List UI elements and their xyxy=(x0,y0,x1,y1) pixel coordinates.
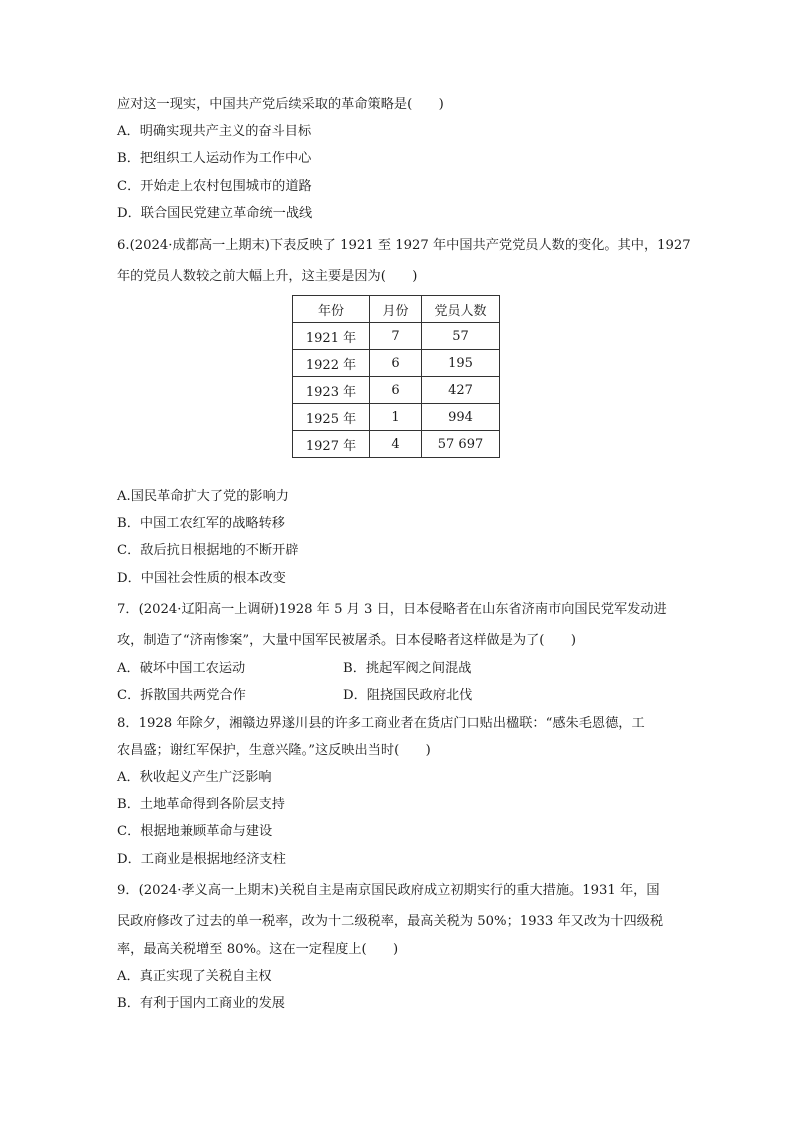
cell-year: 1925 年 xyxy=(293,404,370,431)
q6-stem-line2: 年的党员人数较之前大幅上升，这主要是因为( ) xyxy=(117,269,418,284)
q8-option-d: D．工商业是根据地经济支柱 xyxy=(117,852,286,867)
table-row xyxy=(293,350,500,377)
q7-option-b: B．挑起军阀之间混战 xyxy=(343,661,472,676)
q5-option-d: D．联合国民党建立革命统一战线 xyxy=(117,206,313,221)
cell-year: 1922 年 xyxy=(293,350,370,377)
q7-stem-line1: 7．(2024·辽阳高一上调研)1928 年 5 月 3 日，日本侵略者在山东省济南市向国民党军发动进 xyxy=(117,602,667,617)
q7-option-c: C．拆散国共两党合作 xyxy=(117,688,246,703)
q9-option-a: A．真正实现了关税自主权 xyxy=(117,969,272,984)
cell-month: 4 xyxy=(370,431,422,458)
q9-stem-line2: 民政府修改了过去的单一税率，改为十二级税率，最高关税为 50%；1933 年又改为十四级税 xyxy=(117,914,664,929)
cell-members: 57 xyxy=(422,323,500,350)
cell-month: 6 xyxy=(370,377,422,404)
q5-option-c: C．开始走上农村包围城市的道路 xyxy=(117,179,312,194)
q7-option-a: A．破坏中国工农运动 xyxy=(117,661,246,676)
cell-year: 1927 年 xyxy=(293,431,370,458)
q5-option-a: A．明确实现共产主义的奋斗目标 xyxy=(117,124,312,139)
table-row xyxy=(293,323,500,350)
q8-stem-line2: 农昌盛；谢红军保护，生意兴隆。”这反映出当时( ) xyxy=(117,743,431,758)
table-row xyxy=(293,404,500,431)
q6-option-b: B．中国工农红军的战略转移 xyxy=(117,516,285,531)
q6-option-a: A.国民革命扩大了党的影响力 xyxy=(117,489,289,504)
cell-members: 427 xyxy=(422,377,500,404)
q8-option-c: C．根据地兼顾革命与建设 xyxy=(117,824,273,839)
q6-option-d: D．中国社会性质的根本改变 xyxy=(117,571,286,586)
q8-option-b: B．土地革命得到各阶层支持 xyxy=(117,797,285,812)
table-row xyxy=(293,377,500,404)
q6-option-c: C．敌后抗日根据地的不断开辟 xyxy=(117,543,299,558)
cell-members: 57 697 xyxy=(422,431,500,458)
cell-members: 994 xyxy=(422,404,500,431)
header-month: 月份 xyxy=(370,296,422,323)
q5-stem-continued: 应对这一现实，中国共产党后续采取的革命策略是( ) xyxy=(117,97,444,112)
q5-option-b: B．把组织工人运动作为工作中心 xyxy=(117,151,312,166)
q7-stem-line2: 攻，制造了“济南惨案”，大量中国军民被屠杀。日本侵略者这样做是为了( ) xyxy=(117,633,576,648)
cell-month: 6 xyxy=(370,350,422,377)
cell-members: 195 xyxy=(422,350,500,377)
table-row xyxy=(293,431,500,458)
q6-stem-line1: 6.(2024·成都高一上期末)下表反映了 1921 至 1927 年中国共产党党员人数的变化。其中，1927 xyxy=(117,238,691,253)
q7-option-d: D．阻挠国民政府北伐 xyxy=(343,688,473,703)
cell-year: 1923 年 xyxy=(293,377,370,404)
header-members: 党员人数 xyxy=(422,296,500,323)
cell-month: 7 xyxy=(370,323,422,350)
table-header-row xyxy=(293,296,500,323)
q9-stem-line1: 9．(2024·孝义高一上期末)关税自主是南京国民政府成立初期实行的重大措施。1931 年，国 xyxy=(117,883,660,898)
q9-stem-line3: 率，最高关税增至 80%。这在一定程度上( ) xyxy=(117,942,399,957)
party-membership-table xyxy=(292,295,500,458)
q8-stem-line1: 8．1928 年除夕，湘赣边界遂川县的许多工商业者在货店门口贴出楹联：“感朱毛恩德，工 xyxy=(117,716,645,731)
q8-option-a: A．秋收起义产生广泛影响 xyxy=(117,770,272,785)
q9-option-b: B．有利于国内工商业的发展 xyxy=(117,996,285,1011)
cell-year: 1921 年 xyxy=(293,323,370,350)
cell-month: 1 xyxy=(370,404,422,431)
header-year: 年份 xyxy=(293,296,370,323)
